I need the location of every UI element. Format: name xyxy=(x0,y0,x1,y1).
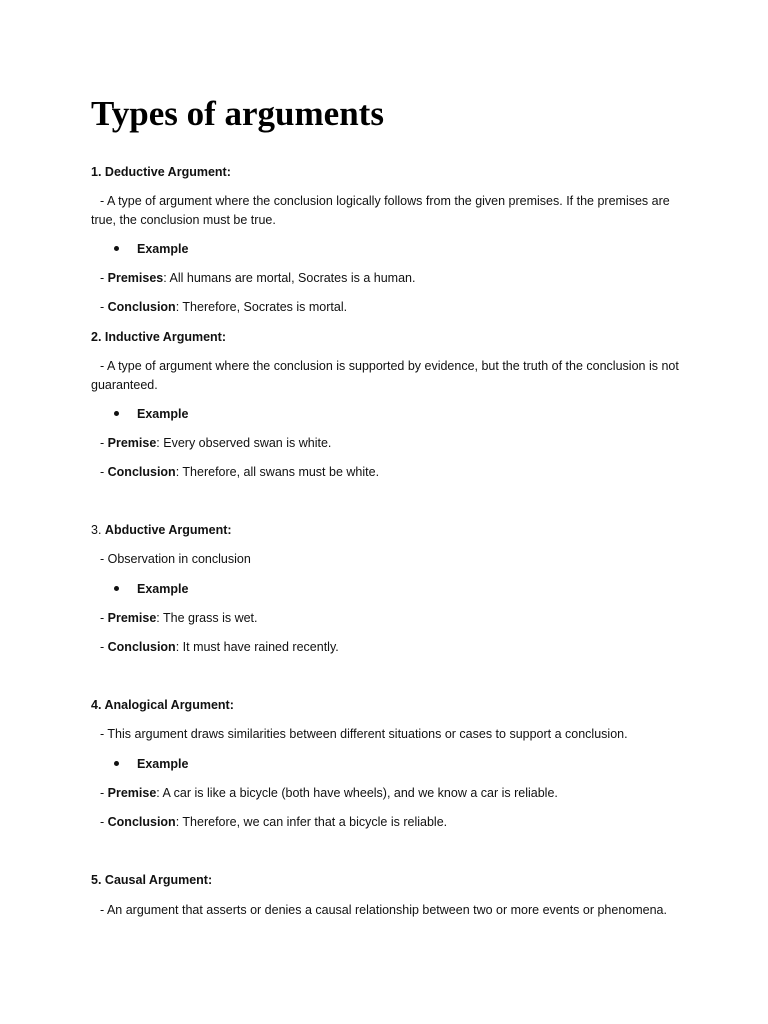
premise-text: : A car is like a bicycle (both have wheels), and we know a car is reliable. xyxy=(156,786,558,800)
conclusion-line xyxy=(100,813,447,832)
section-heading xyxy=(91,521,232,540)
bullet-dot-icon xyxy=(114,246,119,251)
section-number: 1. xyxy=(91,165,102,179)
example-bullet xyxy=(114,240,188,259)
conclusion-text: : Therefore, we can infer that a bicycle is reliable. xyxy=(175,815,448,829)
example-label: Example xyxy=(137,242,189,256)
section-description: - An argument that asserts or denies a causal relationship between two or more events or phenomena. xyxy=(100,903,667,917)
section-heading xyxy=(91,696,234,715)
premise-line xyxy=(100,784,558,803)
example-label: Example xyxy=(137,407,189,421)
section-number: 3. xyxy=(91,523,102,537)
conclusion-prefix: - xyxy=(100,815,108,829)
premise-text: : Every observed swan is white. xyxy=(156,436,332,450)
conclusion-label: Conclusion xyxy=(107,640,176,654)
example-bullet xyxy=(114,580,188,599)
premise-line xyxy=(100,269,415,288)
premise-label: Premises xyxy=(107,271,164,285)
bullet-dot-icon xyxy=(114,586,119,591)
section-description: - A type of argument where the conclusion logically follows from the given premises. If the premises are true, the conclusion must be true. xyxy=(91,194,670,227)
section-heading xyxy=(91,328,226,347)
section-heading xyxy=(91,163,231,182)
premise-label: Premise xyxy=(107,786,157,800)
premise-line xyxy=(100,609,258,628)
conclusion-line xyxy=(100,298,347,317)
section-number: 5. xyxy=(91,873,102,887)
premise-prefix: - xyxy=(100,271,108,285)
conclusion-text: : Therefore, Socrates is mortal. xyxy=(175,300,348,314)
conclusion-prefix: - xyxy=(100,300,108,314)
premise-prefix: - xyxy=(100,436,108,450)
premise-label: Premise xyxy=(107,436,157,450)
bullet-dot-icon xyxy=(114,761,119,766)
premise-text: : All humans are mortal, Socrates is a human. xyxy=(163,271,416,285)
example-label: Example xyxy=(137,582,189,596)
page-title: Types of arguments xyxy=(91,94,384,133)
section-heading-text: Analogical Argument: xyxy=(104,698,234,712)
section-heading-text: Inductive Argument: xyxy=(104,330,226,344)
premise-prefix: - xyxy=(100,611,108,625)
example-label: Example xyxy=(137,757,189,771)
section-number: 2. xyxy=(91,330,102,344)
conclusion-prefix: - xyxy=(100,465,108,479)
section-heading-text: Deductive Argument: xyxy=(104,165,231,179)
section-description: - A type of argument where the conclusion is supported by evidence, but the truth of the conclusion is not guaranteed. xyxy=(91,359,679,392)
bullet-dot-icon xyxy=(114,411,119,416)
conclusion-label: Conclusion xyxy=(107,815,176,829)
section-description: - Observation in conclusion xyxy=(100,552,251,566)
conclusion-prefix: - xyxy=(100,640,108,654)
example-bullet xyxy=(114,405,188,424)
section-heading-text: Abductive Argument: xyxy=(104,523,232,537)
premise-text: : The grass is wet. xyxy=(156,611,258,625)
section-description: - This argument draws similarities between different situations or cases to support a conclusion. xyxy=(100,727,628,741)
premise-line xyxy=(100,434,331,453)
conclusion-line xyxy=(100,638,339,657)
example-bullet xyxy=(114,755,188,774)
premise-prefix: - xyxy=(100,786,108,800)
conclusion-text: : Therefore, all swans must be white. xyxy=(175,465,380,479)
conclusion-text: : It must have rained recently. xyxy=(175,640,339,654)
section-number: 4. xyxy=(91,698,102,712)
section-heading-text: Causal Argument: xyxy=(104,873,213,887)
conclusion-label: Conclusion xyxy=(107,465,176,479)
premise-label: Premise xyxy=(107,611,157,625)
section-heading xyxy=(91,871,212,890)
conclusion-line xyxy=(100,463,379,482)
conclusion-label: Conclusion xyxy=(107,300,176,314)
